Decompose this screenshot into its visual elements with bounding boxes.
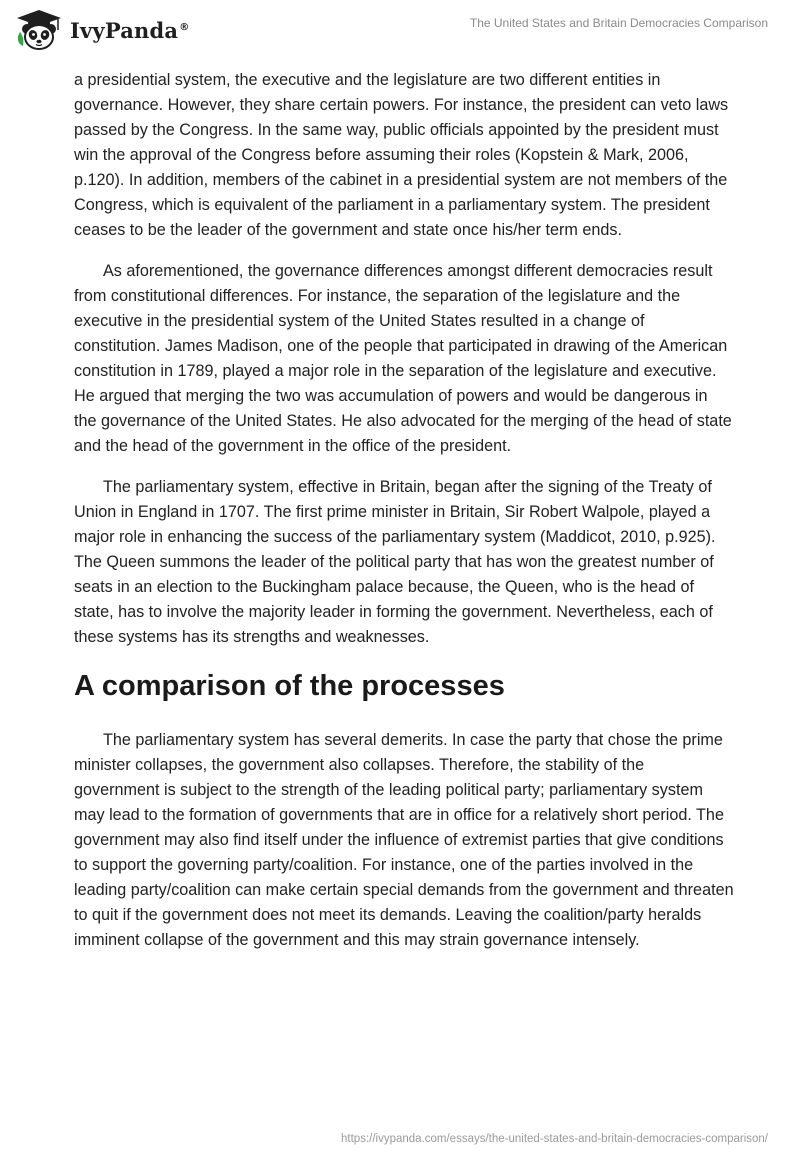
panda-graduation-cap-icon xyxy=(14,8,64,52)
ivypanda-logo[interactable] xyxy=(14,8,189,52)
paragraph-continued: a presidential system, the executive and the legislature are two different entities in governance. However, they share certain powers. For instance, the president can veto laws passed by the Congress. In the same way, public officials appointed by the president must win the approval of the Congress before assuming their roles (Kopstein & Mark, 2006, p.120). In addition, members of the cabinet in a presidential system are not members of the Congress, which is equivalent of the parliament in a parliamentary system. The president ceases to be the leader of the government and state once his/her term ends. xyxy=(74,71,729,239)
paragraph: As aforementioned, the governance differences amongst different democracies result from constitutional differences. For instance, the separation of the legislature and the executive in the presidential system of the United States resulted in a change of constitution. James Madison, one of the people that participated in drawing of the American constitution in 1789, played a major role in the separation of the legislature and executive. He argued that merging the two was accumulation of powers and would be dangerous in the governance of the United States. He also advocated for the merging of the head of state and the head of the government in the office of the president. xyxy=(74,262,732,455)
section-heading: A comparison of the processes xyxy=(74,670,505,702)
paragraph: The parliamentary system, effective in Britain, began after the signing of the Treaty of Union in England in 1707. The first prime minister in Britain, Sir Robert Walpole, played a major role in enhancing the success of the parliamentary system (Maddicot, 2010, p.925). The Queen summons the leader of the political party that has won the greatest number of seats in an election to the Buckingham palace because, the Queen, who is the head of state, has to involve the majority leader in forming the government. Nevertheless, each of these systems has its strengths and weaknesses. xyxy=(74,478,716,646)
source-url[interactable]: https://ivypanda.com/essays/the-united-states-and-britain-democracies-comparison/ xyxy=(341,1133,768,1145)
page-header xyxy=(0,0,800,62)
logo-wordmark xyxy=(70,18,189,43)
paragraph: The parliamentary system has several demerits. In case the party that chose the prime minister collapses, the government also collapses. Therefore, the stability of the government is subject to the strength of the leading political party; parliamentary system may lead to the formation of governments that are in office for a relatively short period. The government may also find itself under the influence of extremist parties that give conditions to support the governing party/coalition. For instance, one of the parties involved in the leading party/coalition can make certain special demands from the government and threaten to quit if the government does not meet its demands. Leaving the coalition/party heralds imminent collapse of the government and this may strain governance intensely. xyxy=(74,731,734,949)
registered-mark: ® xyxy=(179,21,190,33)
article-body xyxy=(74,68,734,953)
document-title: The United States and Britain Democracies Comparison xyxy=(469,16,768,30)
logo-name: IvyPanda xyxy=(70,17,179,43)
